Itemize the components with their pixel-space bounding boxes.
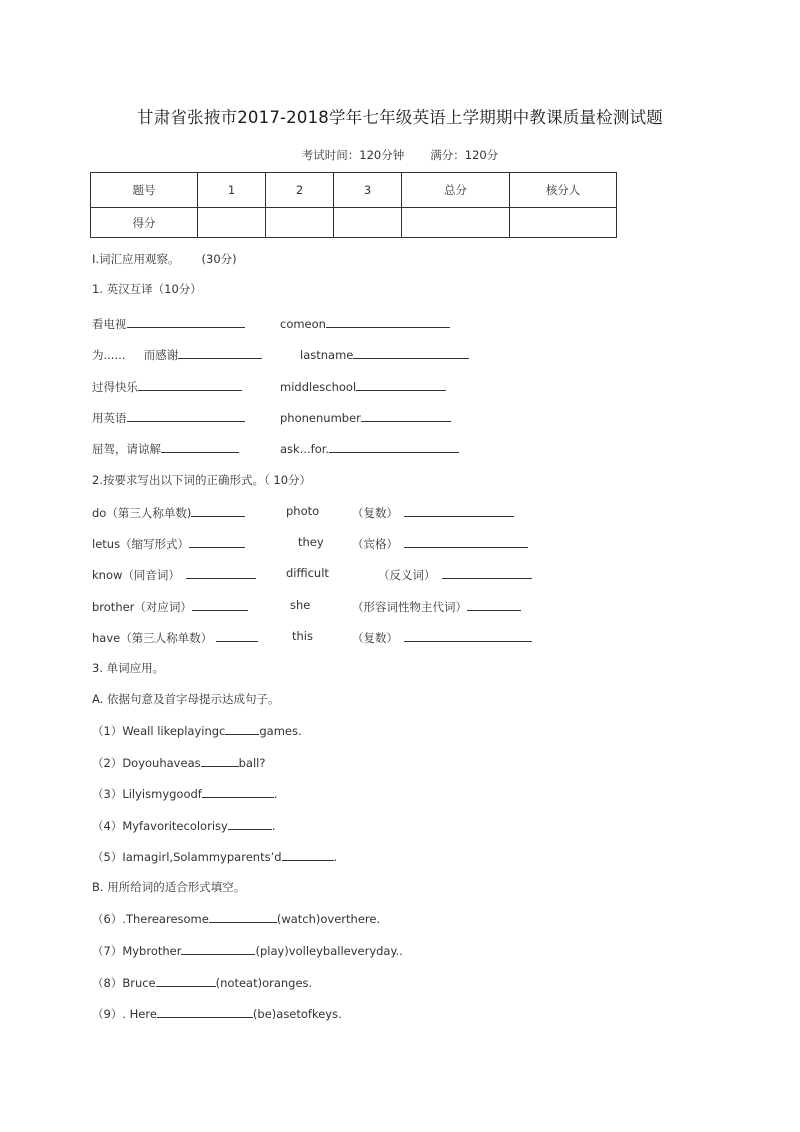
score-cell[interactable] [510,208,617,238]
answer-blank[interactable] [127,409,245,422]
answer-blank[interactable] [191,504,245,517]
part3-subsection-a: A. 依据句意及首字母提示达成句子。 [92,692,280,706]
score-table-header: 1 [198,173,266,208]
sentence-item: （5）Iamagirl,Solammyparents’d . [92,850,338,864]
section1-points: (30分) [201,252,237,266]
sentence-item: （6）.Therearesome (watch)overthere. [92,912,381,926]
answer-blank[interactable] [156,974,216,987]
exam-time: 考试时间：120分钟 [301,148,405,162]
word-form-item: brother（对应词） [92,598,248,615]
word-form-word: they [298,535,324,549]
word-form-hint: （宾格） [352,535,528,552]
part1-heading: 1. 英汉互译（10分） [92,282,202,296]
sentence-item: （1）Weall likeplayingc games. [92,724,302,738]
section1-heading: I.词汇应用观察。 (30分) [92,252,237,266]
answer-blank[interactable] [282,848,334,861]
word-form-word: photo [286,504,320,518]
word-form-item: have（第三人称单数） [92,629,258,646]
sentence-item: （3）Lilyismygoodf . [92,787,278,801]
sentence-item: （9）. Here (be)asetofkeys. [92,1007,342,1021]
answer-blank[interactable] [329,440,459,453]
answer-blank[interactable] [189,535,245,548]
translation-item: 为...... 而感谢 [92,346,262,363]
page-title: 甘肃省张掖市2017-2018学年七年级英语上学期期中教课质量检测试题 [137,108,663,127]
part2-heading: 2.按要求写出以下词的正确形式。（ 10分） [92,473,312,487]
translation-item: 看电视 [92,315,245,332]
answer-blank[interactable] [228,817,272,830]
word-form-word: she [290,598,311,612]
translation-item: 过得快乐 [92,378,242,395]
answer-blank[interactable] [404,629,532,642]
answer-blank[interactable] [326,315,450,328]
answer-blank[interactable] [178,346,262,359]
word-form-hint: （反义词） [378,566,532,583]
word-form-item: letus（缩写形式） [92,535,245,552]
word-form-word: difficult [286,566,329,580]
part3-subsection-b: B. 用所给词的适合形式填空。 [92,880,246,894]
score-table-header: 3 [334,173,402,208]
score-cell[interactable] [198,208,266,238]
translation-item: phonenumber [280,409,451,425]
word-form-item: do（第三人称单数) [92,504,245,521]
translation-item: middleschool [280,378,446,394]
exam-info [0,147,800,163]
translation-item: 用英语 [92,409,245,426]
sentence-item: （4）Myfavoritecolorisy . [92,819,276,833]
word-form-word: this [292,629,313,643]
answer-blank[interactable] [138,378,242,391]
sentence-item: （7）Mybrother (play)volleyballeveryday.. [92,944,403,958]
score-table-header: 2 [266,173,334,208]
translation-item: ask...for. [280,440,459,456]
score-row-label: 得分 [91,208,198,238]
word-form-hint: （形容词性物主代词） [352,598,521,615]
score-cell[interactable] [334,208,402,238]
score-table-header: 题号 [91,173,198,208]
word-form-hint: （复数） [352,504,514,521]
score-table-score-row [91,208,617,238]
sentence-item: （2）Doyouhaveas ball? [92,756,266,770]
answer-blank[interactable] [161,440,239,453]
score-table-header-row [91,173,617,208]
answer-blank[interactable] [209,910,277,923]
score-cell[interactable] [266,208,334,238]
answer-blank[interactable] [127,315,245,328]
score-cell[interactable] [402,208,510,238]
answer-blank[interactable] [353,346,469,359]
answer-blank[interactable] [404,535,528,548]
answer-blank[interactable] [404,504,514,517]
answer-blank[interactable] [467,598,521,611]
exam-full-score: 满分：120分 [430,148,499,162]
score-table [90,172,617,238]
translation-item: lastname [300,346,469,362]
answer-blank[interactable] [225,722,259,735]
answer-blank[interactable] [157,1005,253,1018]
sentence-item: （8）Bruce (noteat)oranges. [92,976,313,990]
word-form-hint: （复数） [352,629,532,646]
answer-blank[interactable] [186,566,256,579]
answer-blank[interactable] [216,629,258,642]
answer-blank[interactable] [181,942,255,955]
score-table-header: 总分 [402,173,510,208]
translation-item: 屈驾，请谅解 [92,440,239,457]
answer-blank[interactable] [442,566,532,579]
score-table-header: 核分人 [510,173,617,208]
word-form-item: know（同音词） [92,566,256,583]
part3-heading: 3. 单词应用。 [92,661,165,675]
answer-blank[interactable] [192,598,248,611]
answer-blank[interactable] [356,378,446,391]
translation-item: comeon [280,315,450,331]
answer-blank[interactable] [201,754,239,767]
answer-blank[interactable] [361,409,451,422]
answer-blank[interactable] [202,785,274,798]
